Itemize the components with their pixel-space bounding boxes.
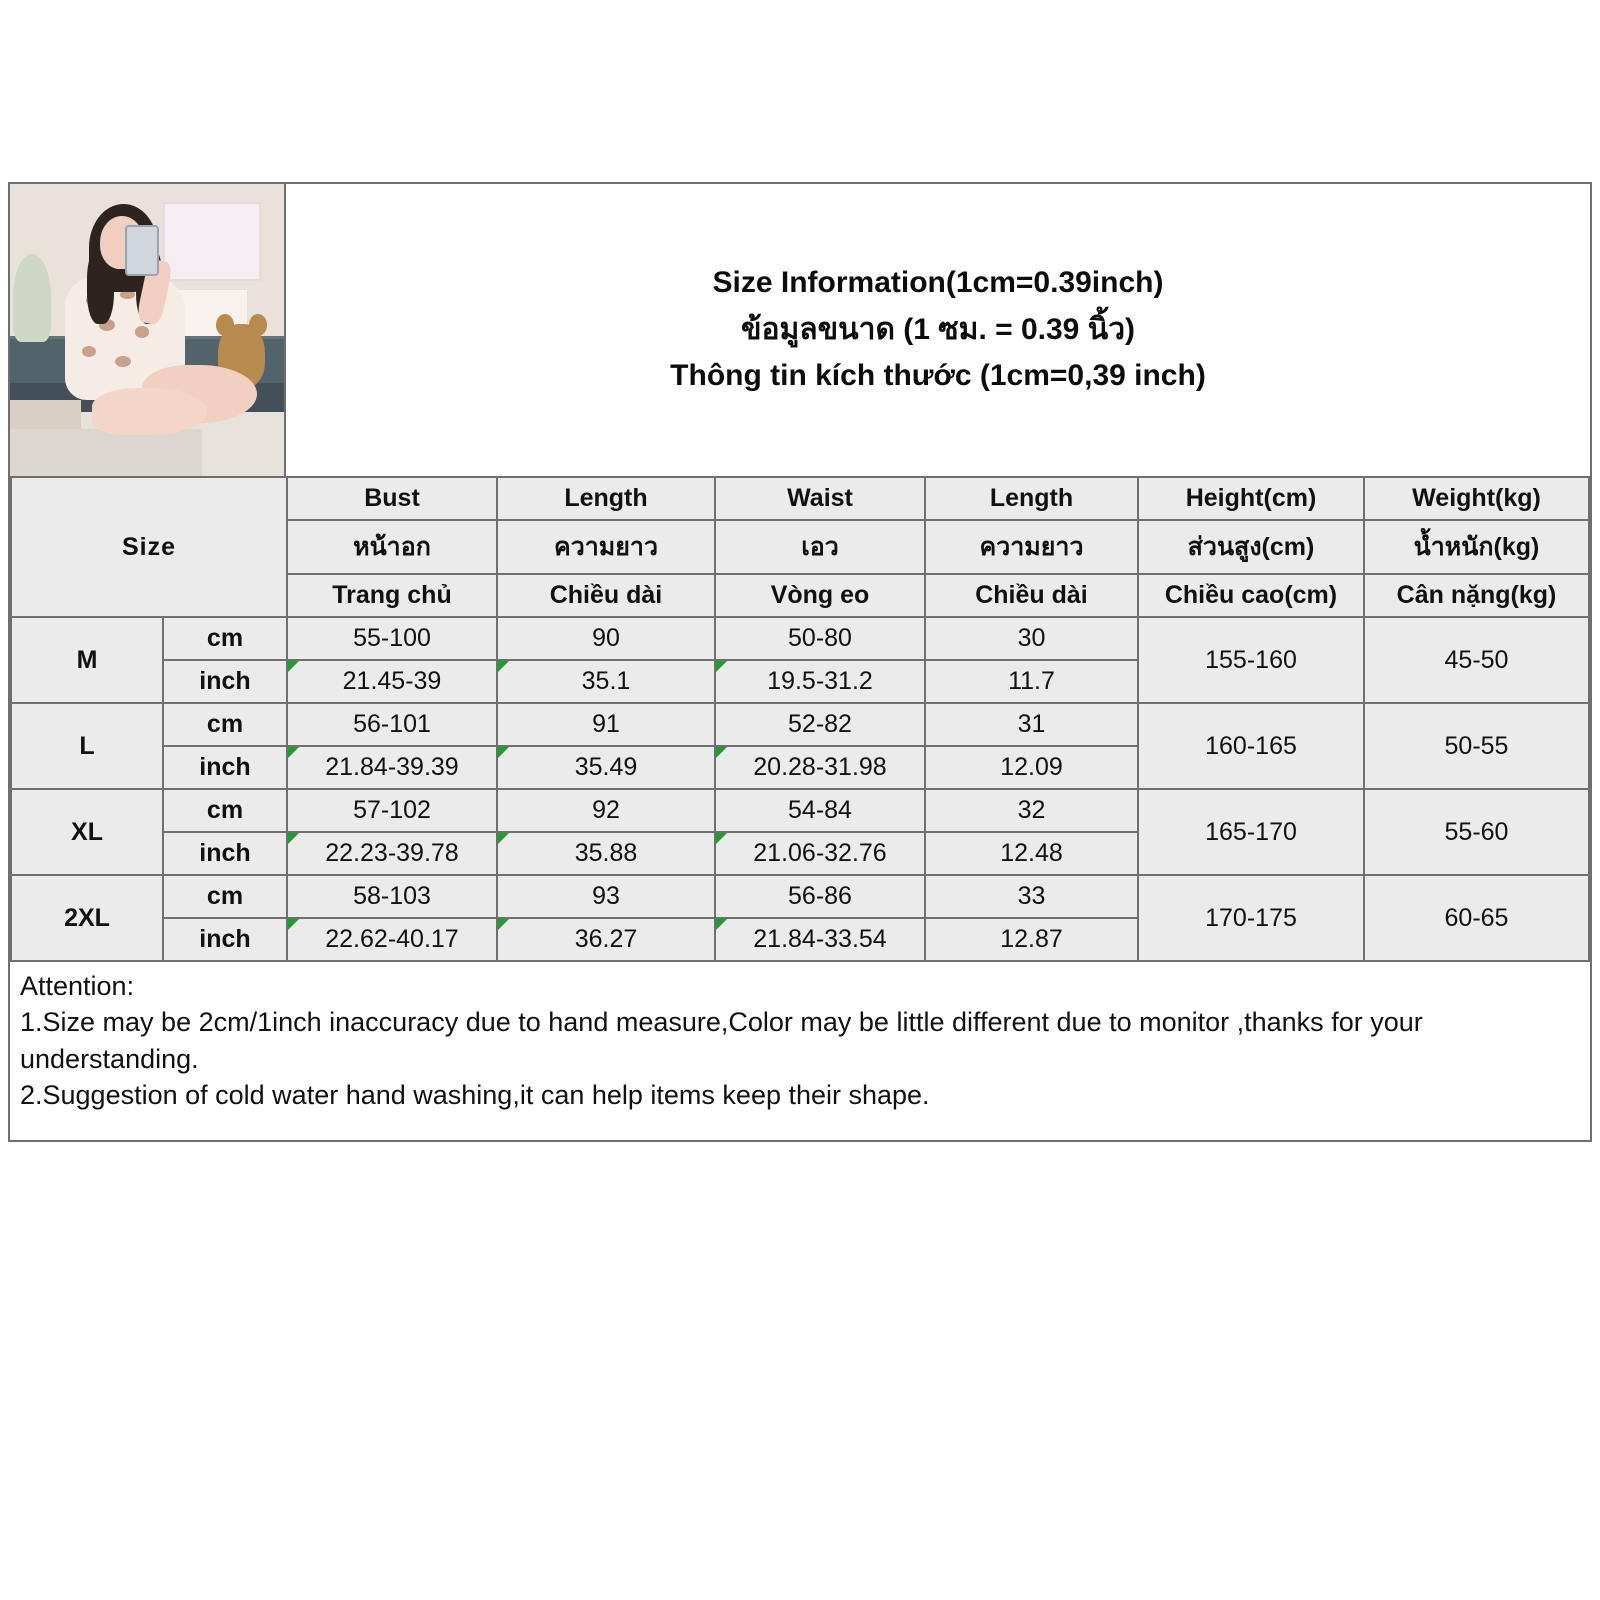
unit-inch: inch: [163, 918, 287, 961]
header-bust-en: Bust: [287, 477, 497, 520]
m-cm-waist: 50-80: [715, 617, 925, 660]
header-length1-en: Length: [497, 477, 715, 520]
title-english: Size Information(1cm=0.39inch): [712, 266, 1164, 300]
header-weight-th: น้ำหนัก(kg): [1364, 520, 1589, 574]
xl-inch-waist: 21.06-32.76: [715, 832, 925, 875]
size-column-title: Size: [11, 477, 287, 617]
table-row: [11, 617, 1589, 660]
unit-cm: cm: [163, 617, 287, 660]
m-inch-length2: 11.7: [925, 660, 1138, 703]
xxl-height: 170-175: [1138, 875, 1364, 961]
l-inch-bust: 21.84-39.39: [287, 746, 497, 789]
size-label-2xl: 2XL: [11, 875, 163, 961]
header-length2-en: Length: [925, 477, 1138, 520]
m-cm-length2: 30: [925, 617, 1138, 660]
size-chart-container: [8, 182, 1592, 1142]
header-weight-en: Weight(kg): [1364, 477, 1589, 520]
l-cm-bust: 56-101: [287, 703, 497, 746]
photo-legs-secondary: [92, 388, 207, 435]
header-height-en: Height(cm): [1138, 477, 1364, 520]
photo-rug: [10, 429, 202, 476]
header-weight-vi: Cân nặng(kg): [1364, 574, 1589, 617]
xl-inch-bust: 22.23-39.78: [287, 832, 497, 875]
unit-inch: inch: [163, 746, 287, 789]
table-row: [11, 875, 1589, 918]
unit-inch: inch: [163, 832, 287, 875]
header-waist-en: Waist: [715, 477, 925, 520]
xxl-inch-length1: 36.27: [497, 918, 715, 961]
l-inch-length2: 12.09: [925, 746, 1138, 789]
header-height-vi: Chiều cao(cm): [1138, 574, 1364, 617]
xl-inch-length1: 35.88: [497, 832, 715, 875]
photo-dress-dot: [135, 326, 149, 337]
header-height-th: ส่วนสูง(cm): [1138, 520, 1364, 574]
product-photo: [10, 184, 286, 476]
photo-plant: [13, 254, 51, 342]
header-bust-vi: Trang chủ: [287, 574, 497, 617]
header-waist-vi: Vòng eo: [715, 574, 925, 617]
attention-line-1: 1.Size may be 2cm/1inch inaccuracy due to hand measure,Color may be little different due to monitor ,thanks for your: [20, 1007, 1423, 1038]
header-waist-th: เอว: [715, 520, 925, 574]
xxl-cm-length1: 93: [497, 875, 715, 918]
header-length1-th: ความยาว: [497, 520, 715, 574]
photo-table: [10, 400, 81, 429]
size-label-l: L: [11, 703, 163, 789]
photo-dress-dot: [115, 356, 131, 367]
attention-line-1b: understanding.: [20, 1043, 199, 1074]
xl-cm-waist: 54-84: [715, 789, 925, 832]
unit-inch: inch: [163, 660, 287, 703]
l-inch-length1: 35.49: [497, 746, 715, 789]
xxl-cm-bust: 58-103: [287, 875, 497, 918]
xxl-weight: 60-65: [1364, 875, 1589, 961]
unit-cm: cm: [163, 875, 287, 918]
attention-heading: Attention:: [20, 971, 135, 1001]
attention-line-2: 2.Suggestion of cold water hand washing,it can help items keep their shape.: [20, 1080, 930, 1111]
xl-weight: 55-60: [1364, 789, 1589, 875]
l-height: 160-165: [1138, 703, 1364, 789]
xl-cm-length2: 32: [925, 789, 1138, 832]
size-label-xl: XL: [11, 789, 163, 875]
header-length1-vi: Chiều dài: [497, 574, 715, 617]
chart-title-block: [286, 184, 1590, 476]
m-inch-length1: 35.1: [497, 660, 715, 703]
header-row-english: [11, 477, 1589, 520]
xxl-cm-length2: 33: [925, 875, 1138, 918]
table-row: [11, 703, 1589, 746]
header-bust-th: หน้าอก: [287, 520, 497, 574]
photo-wall-poster: [163, 202, 260, 282]
unit-cm: cm: [163, 789, 287, 832]
size-label-m: M: [11, 617, 163, 703]
attention-block: [10, 962, 1590, 1140]
title-vietnamese: Thông tin kích thước (1cm=0,39 inch): [670, 359, 1206, 393]
l-weight: 50-55: [1364, 703, 1589, 789]
l-cm-waist: 52-82: [715, 703, 925, 746]
chart-header-row: [10, 184, 1590, 476]
m-weight: 45-50: [1364, 617, 1589, 703]
xxl-inch-waist: 21.84-33.54: [715, 918, 925, 961]
header-length2-vi: Chiều dài: [925, 574, 1138, 617]
m-cm-bust: 55-100: [287, 617, 497, 660]
xl-height: 165-170: [1138, 789, 1364, 875]
xxl-inch-length2: 12.87: [925, 918, 1138, 961]
l-cm-length2: 31: [925, 703, 1138, 746]
l-inch-waist: 20.28-31.98: [715, 746, 925, 789]
m-height: 155-160: [1138, 617, 1364, 703]
xxl-cm-waist: 56-86: [715, 875, 925, 918]
m-cm-length1: 90: [497, 617, 715, 660]
table-row: [11, 789, 1589, 832]
unit-cm: cm: [163, 703, 287, 746]
m-inch-bust: 21.45-39: [287, 660, 497, 703]
l-cm-length1: 91: [497, 703, 715, 746]
m-inch-waist: 19.5-31.2: [715, 660, 925, 703]
title-thai: ข้อมูลขนาด (1 ซม. = 0.39 นิ้ว): [740, 312, 1136, 346]
xl-cm-length1: 92: [497, 789, 715, 832]
size-table: [10, 476, 1590, 962]
photo-dress-dot: [82, 346, 96, 357]
xl-inch-length2: 12.48: [925, 832, 1138, 875]
xl-cm-bust: 57-102: [287, 789, 497, 832]
header-length2-th: ความยาว: [925, 520, 1138, 574]
photo-phone: [125, 225, 159, 276]
xxl-inch-bust: 22.62-40.17: [287, 918, 497, 961]
